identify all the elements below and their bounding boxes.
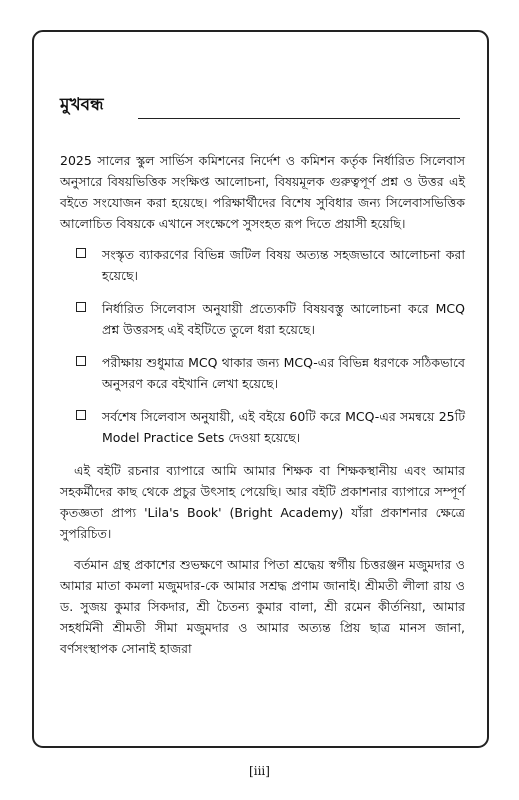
list-item-text: সর্বশেষ সিলেবাস অনুযায়ী, এই বইয়ে 60টি করে MCQ-এর সমন্বয়ে 25টি Model Practice Sets দেওয়া হয়েছে। [102,409,465,445]
page-heading: মুখবন্ধ [60,95,104,115]
page-number: [iii] [249,764,270,778]
feature-list [60,244,465,448]
intro-paragraph: 2025 সালের স্কুল সার্ভিস কমিশনের নির্দেশ ও কমিশন কর্তৃক নির্ধারিত সিলেবাস অনুসারে বিষয়ভিত্তিক সংক্ষিপ্ত আলোচনা, বিষয়মূলক গুরুত্বপূর্ণ প্রশ্ন ও উত্তর এই বইতে সংযোজন করা হয়েছে। পরিক্ষার্থীদের বিশেষ সুবিধার জন্য সিলেবাসভিত্তিক আলোচিত বিষয়কে এখানে সংক্ষেপে সুসংহত রূপ দিতে প্রয়াসী হয়েছি। [60,153,465,231]
list-item [60,406,465,448]
checkbox-icon [76,248,86,258]
heading-underline [138,118,460,119]
list-item [60,244,465,286]
acknowledgement-paragraph: এই বইটি রচনার ব্যাপারে আমি আমার শিক্ষক বা শিক্ষকস্থানীয় এবং আমার সহকর্মীদের কাছ থেকে প্রচুর উৎসাহ পেয়েছি। আর বইটি প্রকাশনার ব্যাপারে সম্পূর্ণ কৃতজ্ঞতা প্রাপ্য 'Lila's Book' (Bright Academy) যাঁরা প্রকাশনার ক্ষেত্রে সুপরিচিত। [60,463,465,541]
list-item-text: নির্ধারিত সিলেবাস অনুযায়ী প্রত্যেকটি বিষয়বস্তু আলোচনা করে MCQ প্রশ্ন উত্তরসহ এই বইটিতে তুলে ধরা হয়েছে। [102,301,465,337]
list-item-text: সংস্কৃত ব্যাকরণের বিভিন্ন জটিল বিষয় অত্যন্ত সহজভাবে আলোচনা করা হয়েছে। [102,247,465,283]
checkbox-icon [76,410,86,420]
list-item [60,352,465,394]
list-item-text: পরীক্ষায় শুধুমাত্র MCQ থাকার জন্য MCQ-এর বিভিন্ন ধরণকে সঠিকভাবে অনুসরণ করে বইখানি লেখা হয়েছে। [102,355,465,391]
heading-row [60,92,460,122]
list-item [60,298,465,340]
checkbox-icon [76,356,86,366]
preface-body [60,150,465,669]
checkbox-icon [76,302,86,312]
page-frame [32,30,489,748]
dedication-paragraph: বর্তমান গ্রন্থ প্রকাশের শুভক্ষণে আমার পিতা শ্রদ্ধেয় স্বর্গীয় চিত্তরঞ্জন মজুমদার ও আমার মাতা কমলা মজুমদার-কে আমার সশ্রদ্ধ প্রণাম জানাই। শ্রীমতী লীলা রায় ও ড. সুজয় কুমার সিকদার, শ্রী চৈতন্য কুমার বালা, শ্রী রমেন কীর্তনিয়া, আমার সহধর্মিনী শ্রীমতী সীমা মজুমদার ও আমার অত্যন্ত প্রিয় ছাত্র মানস জানা, বর্ণসংস্থাপক সোনাই হাজরা [60,557,465,656]
